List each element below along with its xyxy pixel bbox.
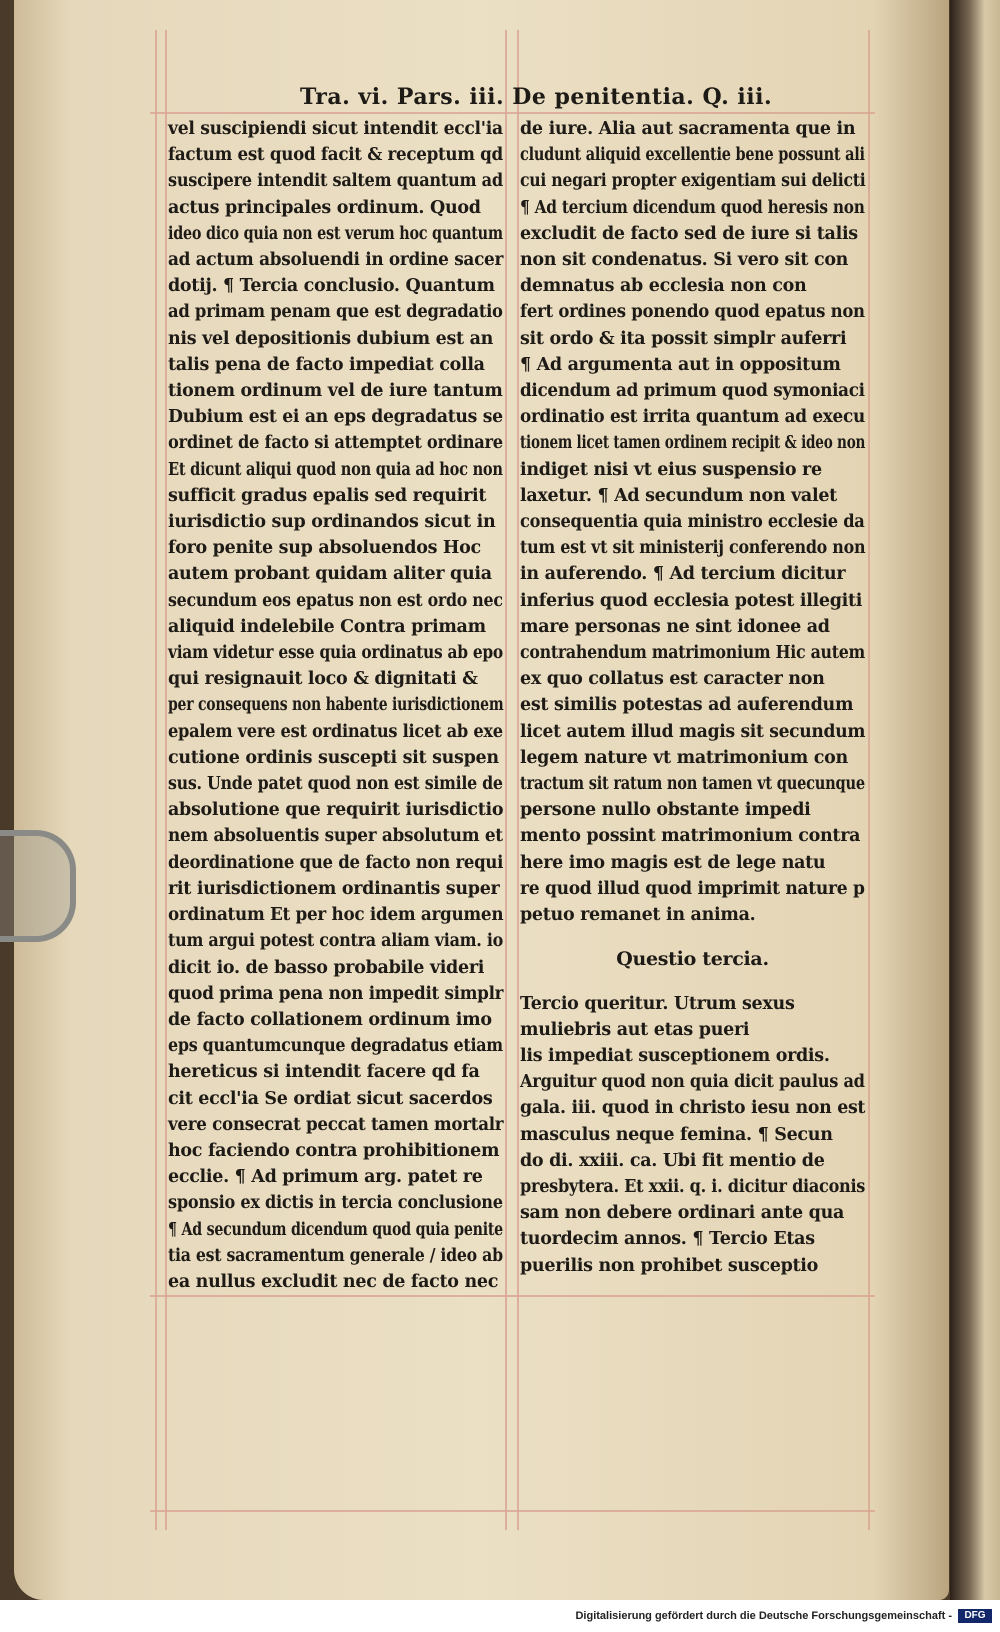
text-line: ordinatio est irrita quantum ad execu (520, 407, 865, 428)
text-line: excludit de facto sed de iure si talis (520, 223, 858, 244)
text-line: ordinet de facto si attemptet ordinare (168, 433, 503, 454)
text-line: ideo dico quia non est verum hoc quantum (168, 223, 503, 244)
text-line: tractum sit ratum non tamen vt quecunque (520, 774, 865, 795)
text-line: eps quantumcunque degradatus etiam (168, 1036, 503, 1057)
text-line: deordinatione que de facto non requi (168, 852, 504, 873)
text-line: ¶ Ad secundum dicendum quod quia penite (168, 1219, 503, 1240)
text-line: Dubium est ei an eps degradatus se (168, 407, 503, 428)
ruling-line (868, 30, 870, 1530)
text-line: vel suscipiendi sicut intendit eccl'ia (168, 119, 503, 139)
ruling-line (165, 30, 167, 1530)
text-line: tia est sacramentum generale / ideo ab (168, 1245, 503, 1266)
question-heading: Questio tercia. (616, 948, 769, 971)
text-line: ex quo collatus est caracter non (520, 669, 825, 690)
text-line: lis impediat susceptionem ordis. (520, 1045, 830, 1066)
text-line: dotij. ¶ Tercia conclusio. Quantum (168, 276, 495, 297)
text-line: autem probant quidam aliter quia (168, 564, 492, 585)
text-line: tionem ordinum vel de iure tantum (168, 381, 503, 402)
text-line: sus. Unde patet quod non est simile de (168, 774, 503, 795)
text-line: foro penite sup absoluendos Hoc (168, 538, 481, 559)
text-line: de iure. Alia aut sacramenta que in (520, 119, 856, 139)
text-line: rit iurisdictionem ordinantis super (168, 878, 500, 899)
left-column (168, 116, 503, 1295)
text-line: tionem licet tamen ordinem recipit & ideo non (520, 433, 866, 454)
text-line: cui negari propter exigentiam sui delicti (520, 171, 866, 192)
text-line: aliquid indelebile Contra primam (168, 616, 486, 637)
text-line: dicendum ad primum quod symoniaci (520, 381, 865, 402)
text-line: gala. iii. quod in christo iesu non est (520, 1098, 866, 1119)
text-line: persone nullo obstante impedi (520, 800, 811, 821)
text-line: ad actum absoluendi in ordine sacer (168, 250, 504, 271)
text-line: absolutione que requirit iurisdictio (168, 800, 504, 821)
text-line: epalem vere est ordinatus licet ab exe (168, 721, 503, 742)
text-line: indiget nisi vt eius suspensio re (520, 459, 822, 480)
text-line: quod prima pena non impedit simplr (168, 983, 504, 1004)
text-line: Et dicunt aliqui quod non quia ad hoc non (168, 459, 503, 480)
text-line: inferius quod ecclesia potest illegiti (520, 590, 863, 611)
text-line: secundum eos epatus non est ordo nec (168, 590, 503, 611)
text-line: laxetur. ¶ Ad secundum non valet (520, 485, 837, 506)
text-line: sufficit gradus epalis sed requirit (168, 485, 487, 506)
text-line: qui resignauit loco & dignitati & (168, 669, 478, 690)
text-line: mento possint matrimonium contra (520, 826, 861, 847)
text-line: cludunt aliquid excellentie bene possunt ali (520, 145, 865, 166)
text-line: tuordecim annos. ¶ Tercio Etas (520, 1229, 815, 1250)
text-line: here imo magis est de lege natu (520, 852, 826, 873)
text-line: do di. xxiii. ca. Ubi fit mentio de (520, 1150, 825, 1171)
text-line: licet autem illud magis sit secundum (520, 721, 866, 742)
text-line: dicit io. de basso probabile videri (168, 957, 485, 978)
ruling-line (155, 30, 157, 1530)
ruling-line (150, 112, 875, 114)
text-line: suscipere intendit saltem quantum ad (168, 171, 503, 192)
text-line: factum est quod facit & receptum qd (168, 145, 503, 166)
text-line: non sit condenatus. Si vero sit con (520, 250, 849, 271)
text-line: puerilis non prohibet susceptio (520, 1255, 819, 1276)
text-line: mare personas ne sint idonee ad (520, 616, 830, 637)
text-line: hoc faciendo contra prohibitionem (168, 1140, 500, 1161)
text-line: consequentia quia ministro ecclesie da (520, 512, 865, 533)
text-line: viam videtur esse quia ordinatus ab epo (168, 643, 503, 664)
text-line: talis pena de facto impediat colla (168, 354, 485, 375)
ruling-line (150, 1510, 875, 1512)
text-line: vere consecrat peccat tamen mortalr (168, 1114, 504, 1135)
ruling-line (517, 30, 519, 1530)
text-line: ea nullus excludit nec de facto nec (168, 1271, 499, 1292)
text-line: ad primam penam que est degradatio (168, 302, 503, 323)
text-line: iurisdictio sup ordinandos sicut in (168, 512, 496, 533)
funding-notice: Digitalisierung gefördert durch die Deutsche Forschungsgemeinschaft - (575, 1610, 952, 1622)
text-line: cit eccl'ia Se ordiat sicut sacerdos (168, 1088, 493, 1109)
ruling-line (150, 1295, 875, 1297)
text-line: hereticus si intendit facere qd fa (168, 1062, 480, 1083)
text-line: petuo remanet in anima. (520, 905, 756, 926)
text-line: presbytera. Et xxii. q. i. dicitur diaconis (520, 1176, 866, 1197)
right-column-text (520, 116, 865, 928)
text-line: actus principales ordinum. Quod (168, 197, 481, 218)
text-line: demnatus ab ecclesia non con (520, 276, 807, 297)
text-line: nem absoluentis super absolutum et (168, 826, 503, 847)
running-header: Tra. vi. Pars. iii. De penitentia. Q. iii. (300, 84, 773, 110)
text-line: legem nature vt matrimonium con (520, 747, 848, 768)
text-line: Tercio queritur. Utrum sexus (520, 993, 795, 1014)
text-line: de facto collationem ordinum imo (168, 1009, 492, 1030)
text-line: contrahendum matrimonium Hic autem (520, 643, 866, 664)
dfg-logo: DFG (958, 1609, 992, 1623)
text-line: ordinatum Et per hoc idem argumen (168, 905, 504, 926)
footer-bar (0, 1600, 1000, 1632)
text-line: ¶ Ad argumenta aut in oppositum (520, 354, 841, 375)
ruling-line (505, 30, 507, 1530)
text-line: sponsio ex dictis in tercia conclusione (168, 1193, 503, 1214)
text-line: cutione ordinis suscepti sit suspen (168, 747, 499, 768)
text-line: ecclie. ¶ Ad primum arg. patet re (168, 1167, 483, 1188)
right-column-text-continued (520, 991, 865, 1279)
facing-page-edge (950, 0, 1000, 1600)
book-clasp (0, 830, 76, 942)
text-line: per consequens non habente iurisdictionem (168, 695, 504, 716)
text-line: nis vel depositionis dubium est an (168, 328, 494, 349)
text-line: tum est vt sit ministerij conferendo non (520, 538, 866, 559)
text-line: masculus neque femina. ¶ Secun (520, 1124, 833, 1145)
text-line: Arguitur quod non quia dicit paulus ad (520, 1072, 865, 1093)
text-line: re quod illud quod imprimit nature p (520, 878, 865, 899)
text-line: sam non debere ordinari ante qua (520, 1203, 845, 1224)
text-line: fert ordines ponendo quod epatus non (520, 302, 865, 323)
text-line: sit ordo & ita possit simplr auferri (520, 328, 847, 349)
text-line: in auferendo. ¶ Ad tercium dicitur (520, 564, 846, 585)
text-line: ¶ Ad tercium dicendum quod heresis non (520, 197, 865, 218)
text-line: tum argui potest contra aliam viam. io (168, 931, 504, 952)
text-line: est similis potestas ad auferendum (520, 695, 854, 716)
text-line: muliebris aut etas pueri (520, 1019, 750, 1040)
right-column (520, 116, 865, 1279)
